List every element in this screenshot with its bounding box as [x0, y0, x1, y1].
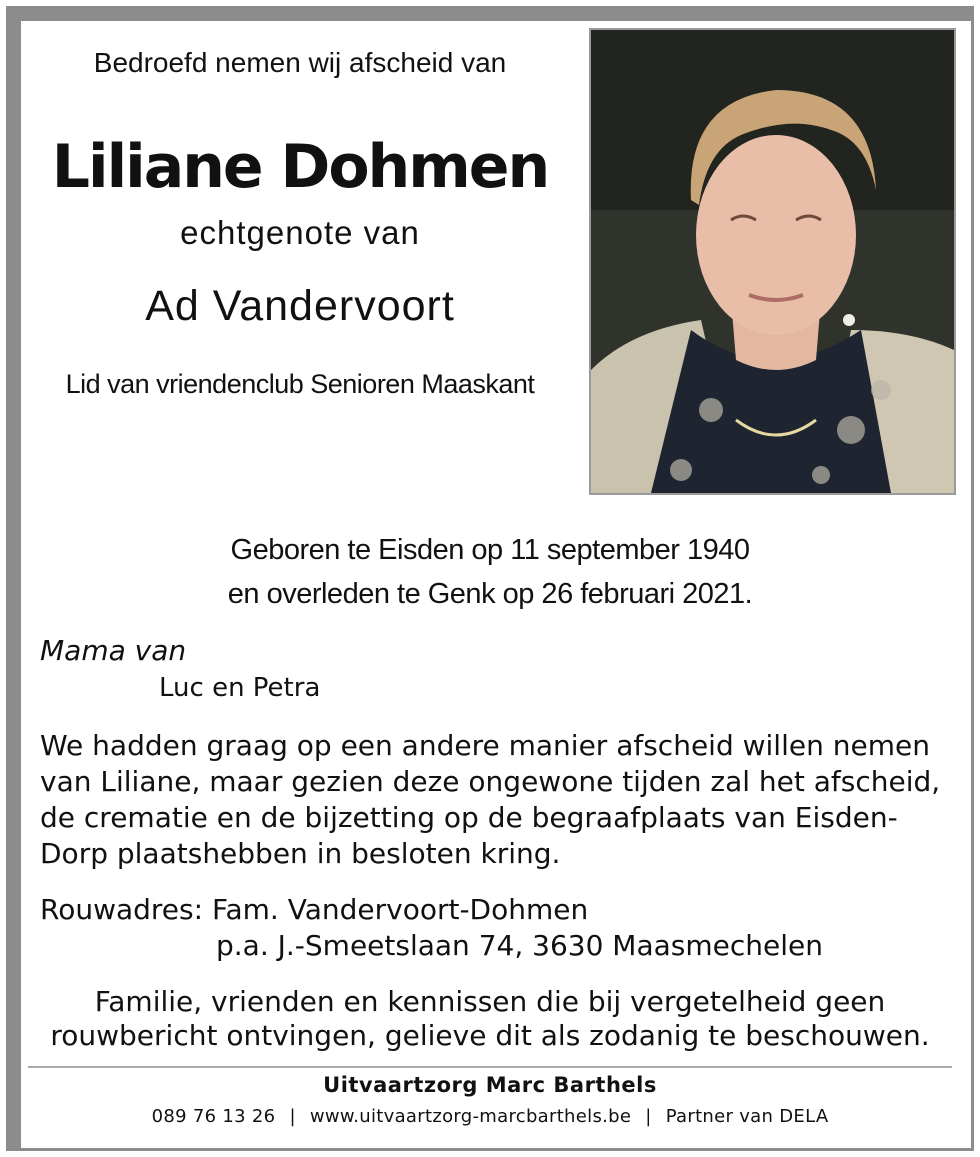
intro-text: Bedroefd nemen wij afscheid van	[93, 47, 507, 78]
mourning-address	[40, 892, 823, 964]
spouse-name: Ad Vandervoort	[145, 282, 455, 330]
children-section	[40, 634, 320, 703]
birth-line: Geboren te Eisden op 11 september 1940	[230, 534, 750, 566]
footer-divider	[28, 1066, 952, 1068]
death-line: en overleden te Genk op 26 februari 2021.	[227, 578, 753, 610]
membership-text: Lid van vriendenclub Senioren Maaskant	[65, 369, 535, 399]
closing-note: Familie, vrienden en kennissen die bij vergetelheid geen rouwbericht ontvingen, gelieve dit als zodanig te beschouwen.	[50, 985, 930, 1052]
notice-header	[40, 40, 560, 400]
address-line-2: p.a. J.-Smeetslaan 74, 3630 Maasmechelen	[216, 929, 823, 962]
funeral-home-name: Uitvaartzorg Marc Barthels	[323, 1073, 657, 1097]
partner-text: Partner van DELA	[665, 1106, 829, 1127]
separator: |	[289, 1106, 296, 1127]
deceased-name: Liliane Dohmen	[51, 132, 549, 202]
life-dates	[0, 528, 980, 616]
phone-number: 089 76 13 26	[151, 1106, 276, 1127]
portrait-photo	[589, 28, 956, 495]
farewell-message: We hadden graag op een andere manier afscheid willen nemen van Liliane, maar gezien deze ongewone tijden zal het afscheid, de crematie en de bijzetting op de begraafplaats van Eisden-Dorp plaatshebben in besloten kring.	[40, 729, 941, 870]
separator: |	[645, 1106, 652, 1127]
address-line-1: Rouwadres: Fam. Vandervoort-Dohmen	[40, 893, 589, 926]
spouse-intro: echtgenote van	[180, 214, 420, 251]
children-label: Mama van	[40, 634, 187, 667]
footer-contact	[0, 1106, 980, 1127]
children-names: Luc en Petra	[159, 673, 321, 703]
website-link[interactable]: www.uitvaartzorg-marcbarthels.be	[309, 1106, 632, 1127]
